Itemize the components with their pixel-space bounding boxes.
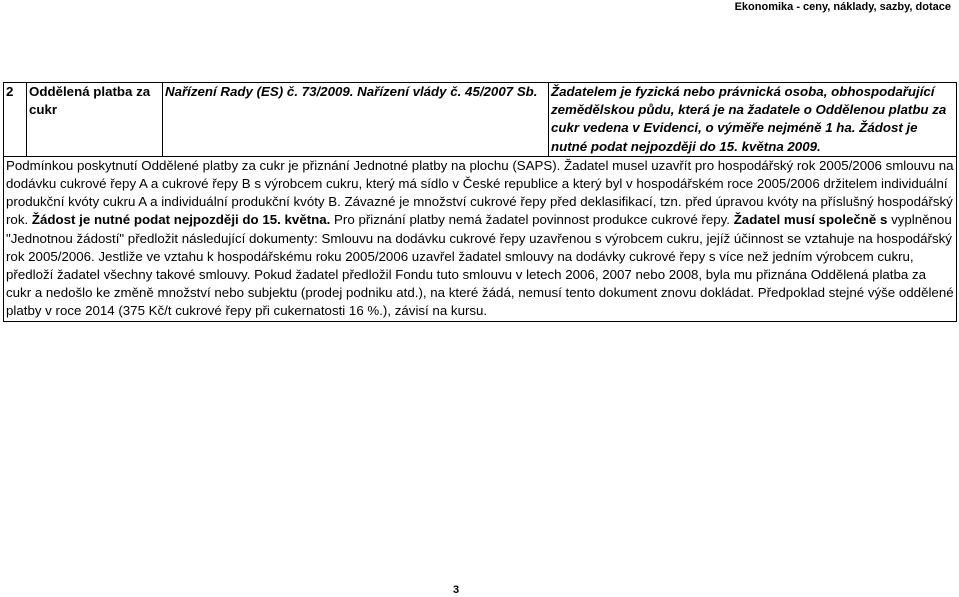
page-number: 3 bbox=[453, 584, 460, 596]
conditions-obligation: Žadatel musí společně s bbox=[733, 212, 888, 228]
applicant-deadline: Žádost je nutné podat nejpozději do 15. května 2009. bbox=[551, 120, 918, 154]
subsidy-table bbox=[3, 82, 957, 322]
applicant-description bbox=[549, 83, 957, 157]
table-row-conditions bbox=[4, 156, 957, 321]
conditions-text bbox=[4, 156, 957, 321]
conditions-deadline: Žádost je nutné podat nejpozději do 15. května. bbox=[31, 212, 331, 228]
row-number: 2 bbox=[4, 83, 27, 157]
legal-basis: Nařízení Rady (ES) č. 73/2009. Nařízení vlády č. 45/2007 Sb. bbox=[163, 83, 549, 157]
conditions-part-3: vyplněnou "Jednotnou žádostí" předložit následující dokumenty: Smlouvu na dodávku cukrové řepy uzavřenou s výrobcem cukru, jejíž účinnost se vztahuje na hospodářský rok 2005/2006. Jestliže ve vztahu k hospodářskému roku 2005/2006 uzavřel žadatel smlouvy na dodávky cukrové řepy s více než jedním výrobcem cukru, předloží žadatel všechny takové smlouvy. Pokud žadatel předložil Fondu tuto smlouvu v letech 2006, 2007 nebo 2008, byla mu přiznána Oddělená platba za cukr a nedošlo ke změně množství nebo subjektu (prodej podniku atd.), na které žádá, nemusí tento dokument znovu dokládat. Předpoklad stejné výše oddělené platby v roce 2014 (375 Kč/t cukrové řepy při cukernatosti 16 %.), závisí na kursu. bbox=[6, 212, 954, 319]
page-header-title: Ekonomika - ceny, náklady, sazby, dotace bbox=[734, 1, 951, 13]
conditions-part-2: Pro přiznání platby nemá žadatel povinnost produkce cukrové řepy. bbox=[330, 212, 734, 228]
conditions-part-1: Podmínkou poskytnutí Oddělené platby za cukr je přiznání Jednotné platby na plochu (SAPS). Žadatel musel uzavřít pro hospodářský rok 2005/2006 smlouvu na dodávku cukrové řepy A a cukrové řepy B s výrobcem cukru, který má sídlo v České republice a který byl v hospodářském roce 2005/2006 držitelem individuální produkční kvóty cukru A a individuální produkční kvóty B. Závazné je množství cukrové řepy před deklasifikací, tzn. před úpravou kvóty na příslušný hospodářský rok. bbox=[6, 157, 954, 228]
subsidy-name: Oddělená platba za cukr bbox=[27, 83, 163, 157]
table-row bbox=[4, 83, 957, 157]
applicant-intro: Žadatelem je fyzická nebo právnická osoba, obhospodařující zemědělskou půdu, která je na žadatele o Oddělenou platbu za cukr vedena v Evidenci, o výměře nejméně 1 ha. bbox=[551, 84, 947, 136]
